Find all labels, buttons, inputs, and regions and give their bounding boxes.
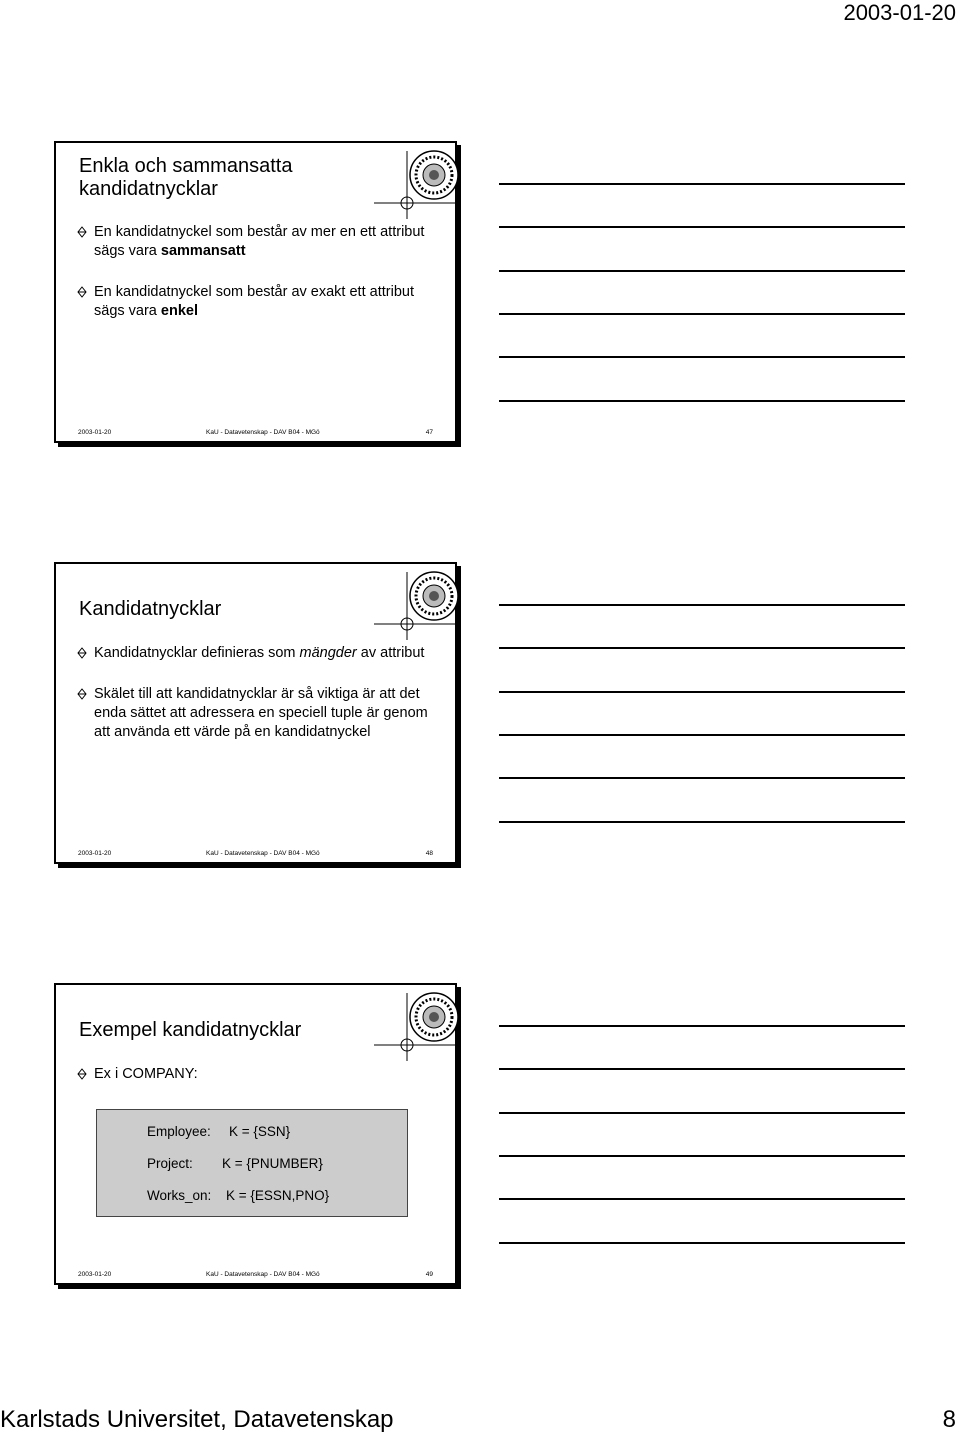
bullet-text: En kandidatnyckel som består av exakt ett attribut sägs vara (94, 284, 414, 319)
bullet-text: av attribut (356, 645, 425, 661)
table-key: K = {SSN} (229, 1124, 291, 1139)
note-line (499, 270, 905, 272)
footer-date: 2003-01-20 (78, 850, 112, 857)
footer-slide-number: 49 (425, 1271, 433, 1278)
note-line (499, 226, 905, 228)
candidate-key-table (96, 1109, 408, 1217)
bullet-bold: sammansatt (160, 243, 246, 259)
table-relation: Works_on: (147, 1188, 212, 1203)
university-seal-icon (408, 149, 460, 201)
university-seal-icon (408, 570, 460, 622)
bullet-text: Skälet till att kandidatnycklar är så viktiga är att det enda sättet att adressera en speciell tuple är genom att använda ett värde på en kandidatnyckel (94, 686, 428, 740)
bullet-list (76, 223, 436, 343)
note-line (499, 1242, 905, 1244)
note-line (499, 183, 905, 185)
bullet-item (76, 283, 436, 321)
bullet-bold: enkel (160, 303, 198, 319)
note-line (499, 1025, 905, 1027)
table-key: K = {PNUMBER} (222, 1156, 323, 1171)
footer-course: KaU - Datavetenskap - DAV B04 - MGö (206, 850, 320, 857)
slide-48 (54, 562, 457, 864)
diamond-bullet-icon (76, 688, 88, 700)
bullet-item (76, 223, 436, 261)
bullet-text: Ex i COMPANY: (94, 1066, 198, 1082)
bullet-text: Kandidatnycklar definieras som (94, 645, 300, 661)
page-footer-text: Karlstads Universitet, Datavetenskap (0, 1406, 394, 1433)
note-line (499, 734, 905, 736)
bullet-list (76, 644, 436, 764)
slide-49 (54, 983, 457, 1285)
note-line (499, 1198, 905, 1200)
bullet-item (76, 1065, 436, 1084)
footer-course: KaU - Datavetenskap - DAV B04 - MGö (206, 1271, 320, 1278)
note-line (499, 821, 905, 823)
slide-title: Enkla och sammansatta kandidatnycklar (79, 155, 293, 200)
table-relation: Project: (147, 1156, 193, 1171)
bullet-item (76, 644, 436, 663)
page-date: 2003-01-20 (843, 0, 956, 25)
bullet-text: En kandidatnyckel som består av mer en ett attribut sägs vara (94, 224, 425, 259)
note-line (499, 691, 905, 693)
page-number: 8 (942, 1406, 956, 1433)
note-line (499, 777, 905, 779)
slide-47 (54, 141, 457, 443)
footer-course: KaU - Datavetenskap - DAV B04 - MGö (206, 429, 320, 436)
diamond-bullet-icon (76, 286, 88, 298)
note-line (499, 604, 905, 606)
note-line (499, 1155, 905, 1157)
note-line (499, 356, 905, 358)
note-line (499, 647, 905, 649)
table-relation: Employee: (147, 1124, 211, 1139)
diamond-bullet-icon (76, 1068, 88, 1080)
note-line (499, 313, 905, 315)
bullet-italic: mängder (299, 645, 357, 661)
note-line (499, 1112, 905, 1114)
diamond-bullet-icon (76, 647, 88, 659)
slide-title: Kandidatnycklar (79, 598, 222, 620)
footer-date: 2003-01-20 (78, 429, 112, 436)
note-line (499, 400, 905, 402)
bullet-list (76, 1065, 436, 1106)
diamond-bullet-icon (76, 226, 88, 238)
table-key: K = {ESSN,PNO} (226, 1188, 330, 1203)
footer-date: 2003-01-20 (78, 1271, 112, 1278)
footer-slide-number: 47 (425, 429, 433, 436)
note-line (499, 1068, 905, 1070)
slide-title: Exempel kandidatnycklar (79, 1019, 302, 1041)
bullet-item (76, 685, 436, 742)
university-seal-icon (408, 991, 460, 1043)
footer-slide-number: 48 (425, 850, 433, 857)
